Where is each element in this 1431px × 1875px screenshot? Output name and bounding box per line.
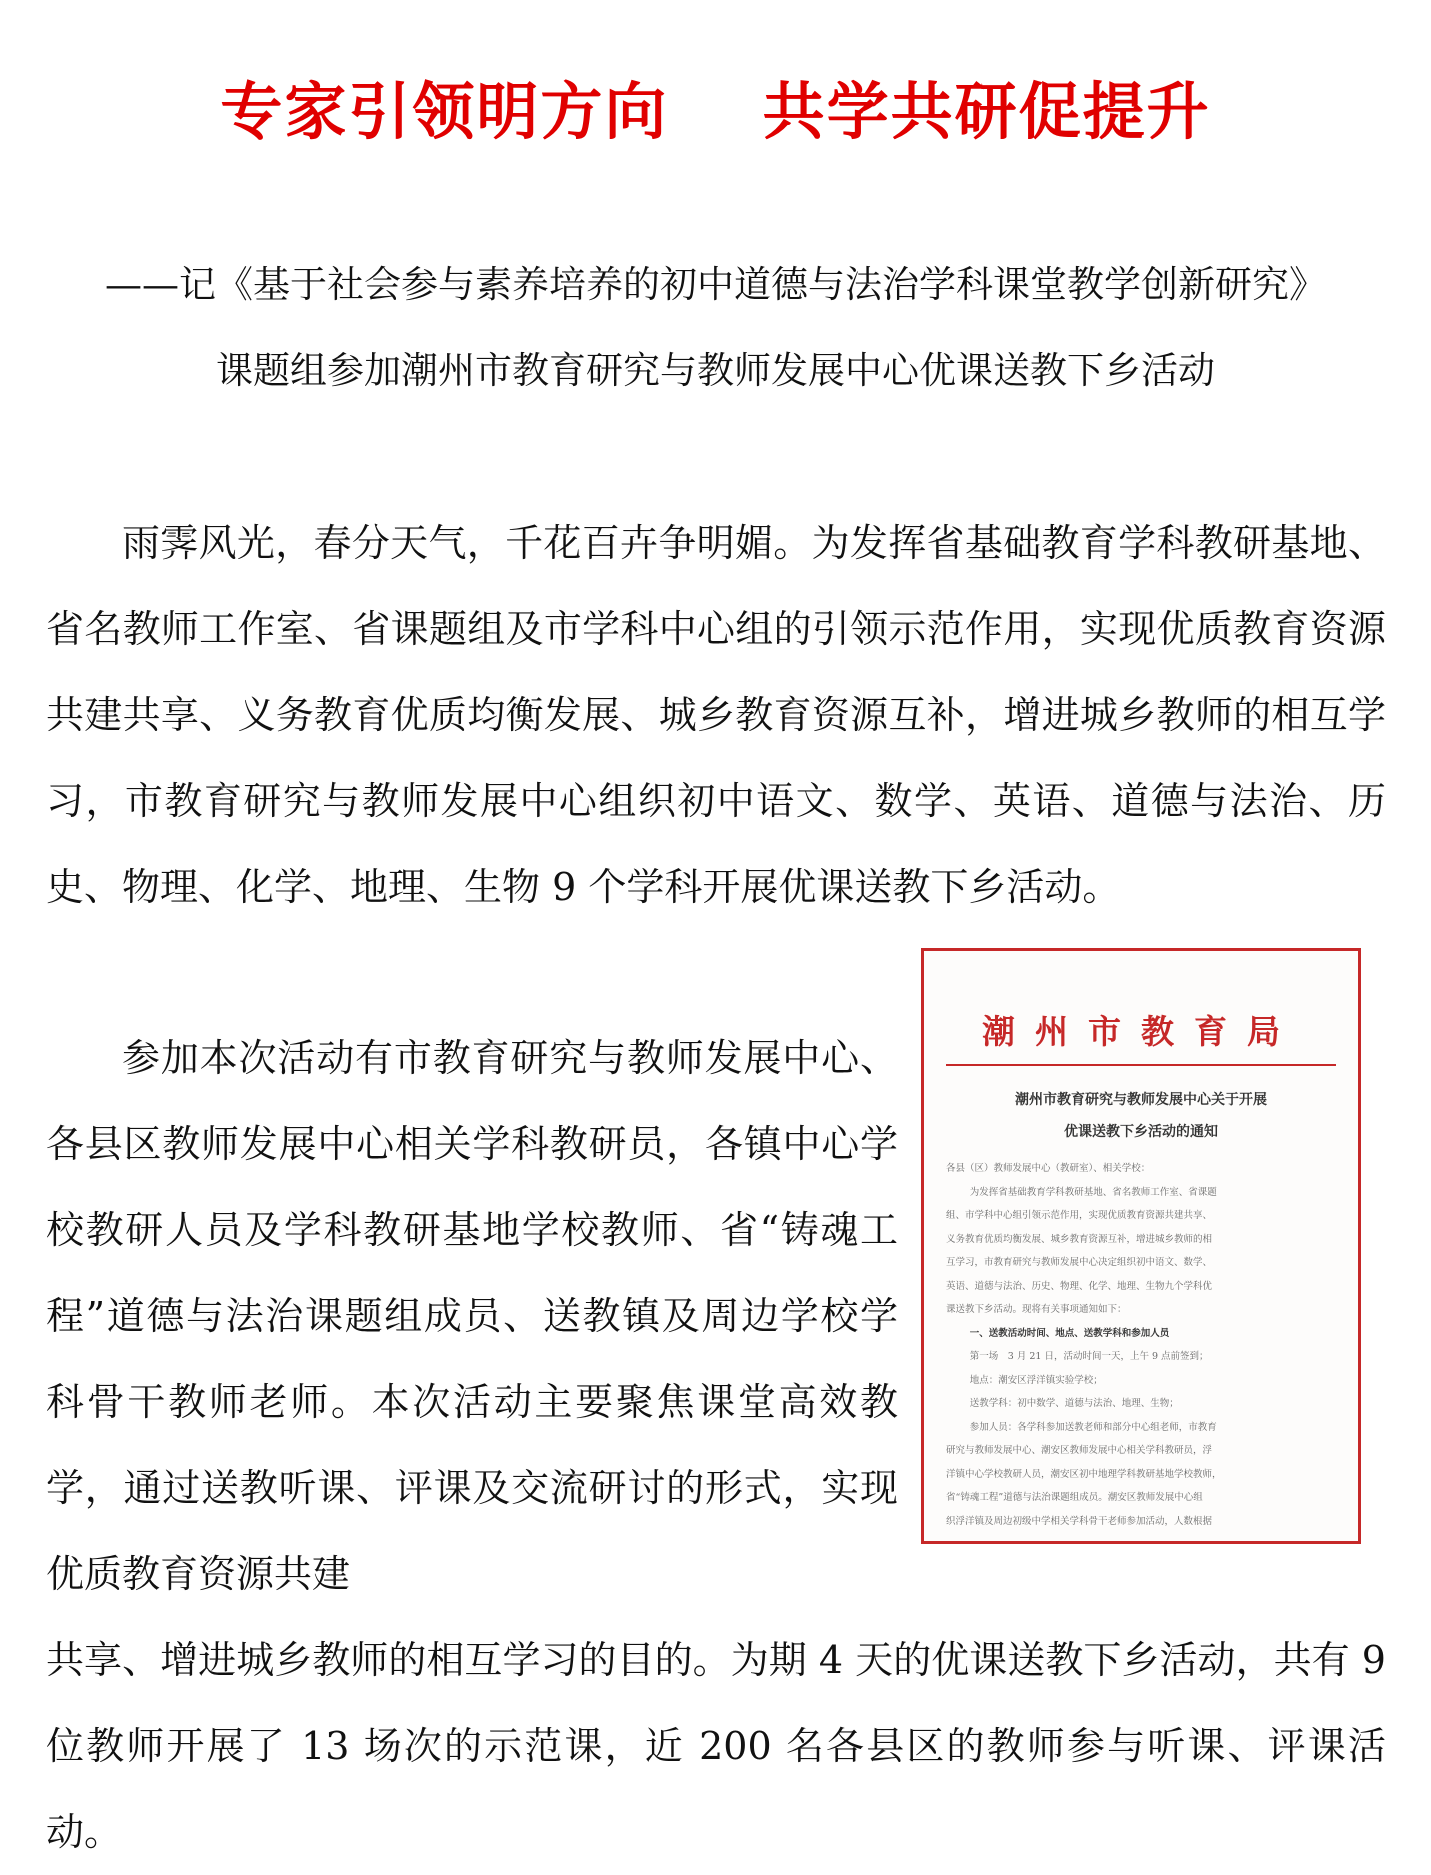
notice-header: 潮州市教育局 [982,1012,1300,1051]
paragraph-participants: 参加本次活动有市教育研究与教师发展中心、各县区教师发展中心相关学科教研员，各镇中心学校教研人员及学科教研基地学校教师、省“铸魂工程”道德与法治课题组成员、送教镇及周边学校学科骨干教师老师。本次活动主要聚焦课堂高效教学，通过送教听课、评课及交流研讨的形式，实现优质教育资源共建 [46,1036,898,1596]
notice-line: 组、市学科中心组引领示范作用，实现优质教育资源共建共享、 [946,1210,1213,1221]
notice-line: 一、送教活动时间、地点、送教学科和参加人员 [969,1327,1170,1339]
page-title: 专家引领明方向 共学共研促提升 [220,75,1211,148]
notice-title-line-1: 潮州市教育研究与教师发展中心关于开展 [1015,1092,1267,1108]
notice-line: 第一场 3 月 21 日，活动时间一天，上午 9 点前签到； [969,1351,1209,1362]
notice-line: 义务教育优质均衡发展、城乡教育资源互补，增进城乡教师的相 [946,1233,1213,1245]
notice-body [946,1157,1336,1533]
paragraph-summary: 共享、增进城乡教师的相互学习的目的。为期 4 天的优课送教下乡活动，共有 9 位教师开展了 13 场次的示范课，近 200 名各县区的教师参与听课、评课活动。 [46,1638,1386,1854]
notice-line: 为发挥省基础教育学科教研基地、省名教师工作室、省课题 [969,1186,1217,1198]
paragraph-intro: 雨霁风光，春分天气，千花百卉争明媚。为发挥省基础教育学科教研基地、省名教师工作室、省课题组及市学科中心组的引领示范作用，实现优质教育资源共建共享、义务教育优质均衡发展、城乡教育资源互补，增进城乡教师的相互学习，市教育研究与教师发展中心组织初中语文、数学、英语、道德与法治、历史、物理、化学、地理、生物 9 个学科开展优课送教下乡活动。 [46,521,1386,909]
notice-line: 互学习，市教育研究与教师发展中心决定组织初中语文、数学、 [946,1257,1213,1268]
notice-document-image [921,948,1361,1544]
notice-line: 参加人员：各学科参加送教老师和部分中心组老师，市教育 [969,1421,1217,1433]
notice-line: 地点：潮安区浮洋镇实验学校； [969,1374,1103,1386]
notice-line: 省“铸魂工程”道德与法治课题组成员。潮安区教师发展中心组 [946,1492,1203,1503]
notice-divider [946,1064,1336,1066]
notice-line: 课送教下乡活动。现将有关事项通知如下： [946,1304,1127,1315]
subtitle-line-2: 课题组参加潮州市教育研究与教师发展中心优课送教下乡活动 [216,349,1215,392]
notice-line: 英语、道德与法治、历史、物理、化学、地理、生物九个学科优 [946,1280,1213,1292]
notice-line: 送教学科：初中数学、道德与法治、地理、生物； [969,1398,1179,1409]
notice-line: 各县（区）教师发展中心（教研室）、相关学校： [946,1163,1151,1174]
notice-title-line-2: 优课送教下乡活动的通知 [1064,1124,1218,1140]
subtitle-line-1: ——记《基于社会参与素养培养的初中道德与法治学科课堂教学创新研究》 [105,263,1326,306]
notice-line: 研究与教师发展中心、潮安区教师发展中心相关学科教研员，浮 [946,1445,1213,1456]
notice-line: 洋镇中心学校教研人员，潮安区初中地理学科教研基地学校教师， [946,1468,1222,1480]
notice-line: 织浮洋镇及周边初级中学相关学科骨干老师参加活动，人数根据 [946,1515,1213,1527]
